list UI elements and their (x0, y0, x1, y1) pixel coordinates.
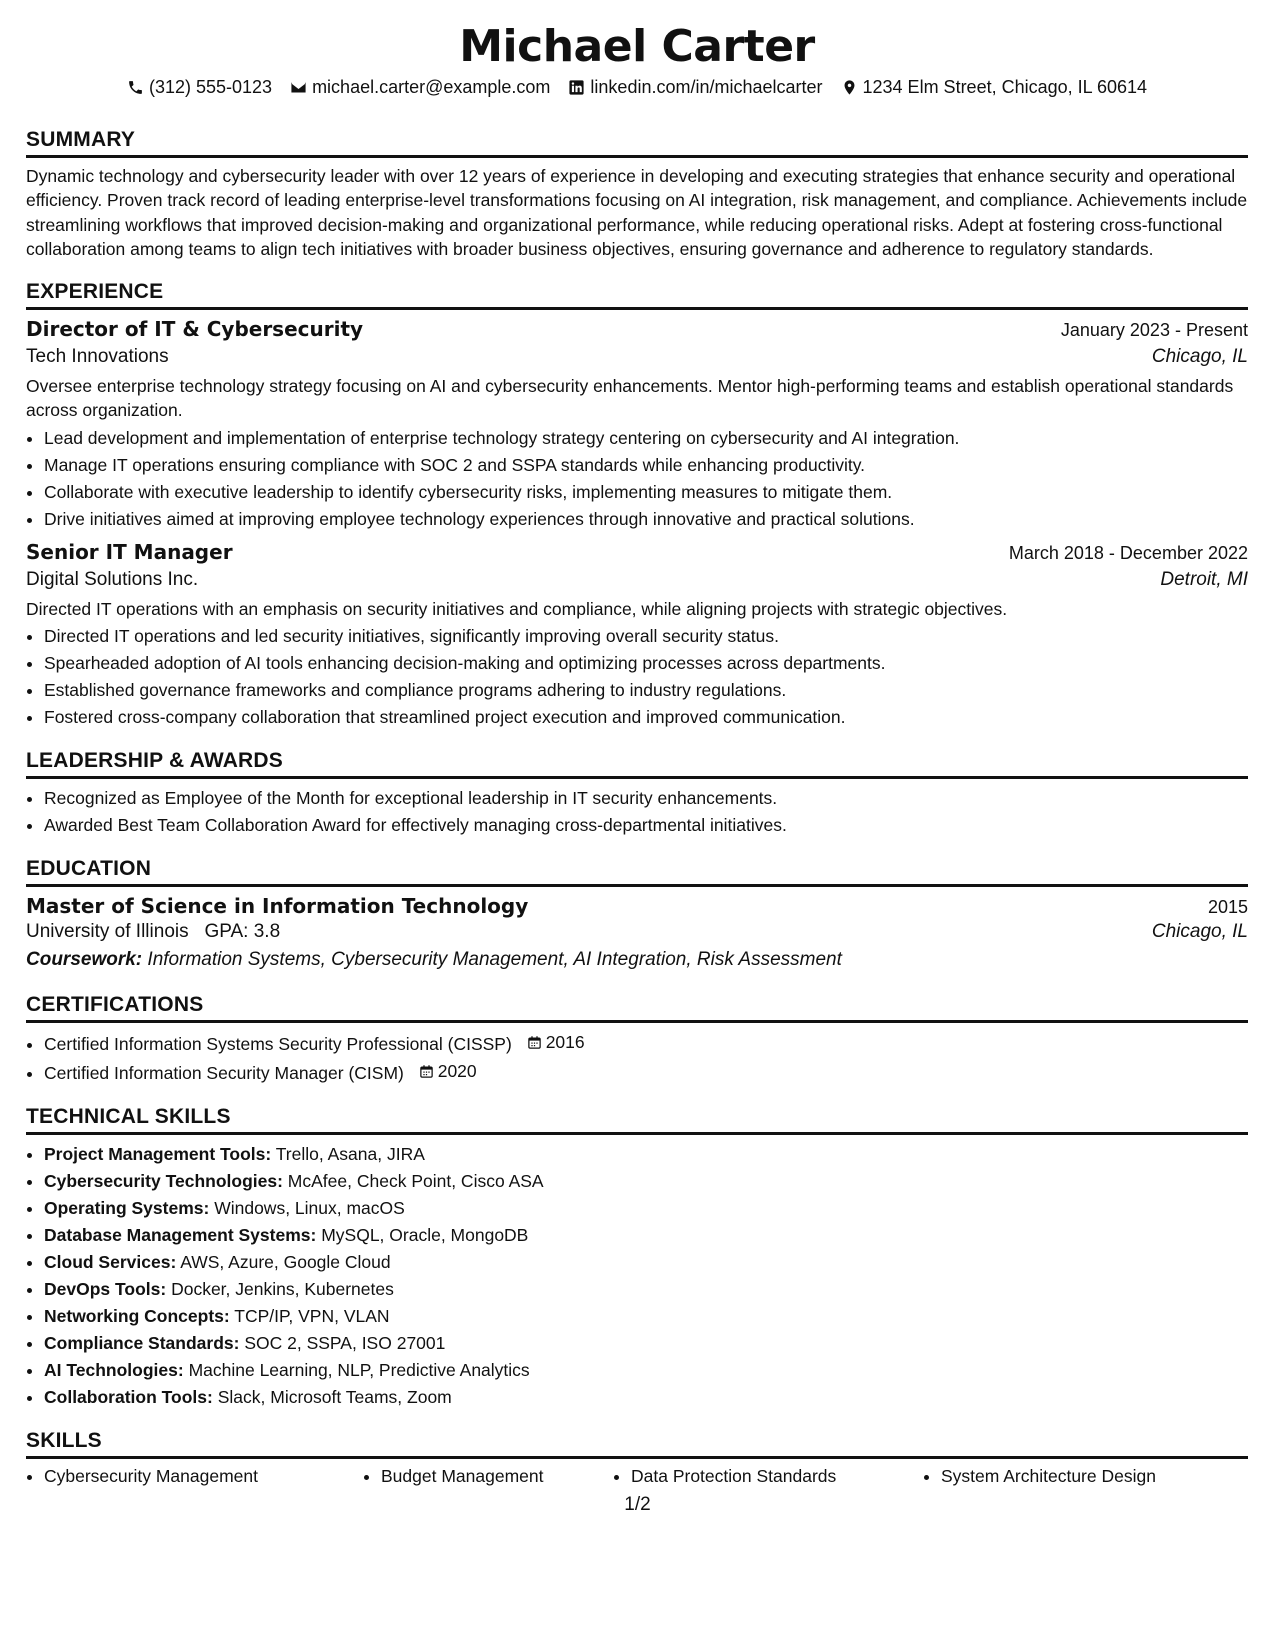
job-bullets (26, 623, 1248, 731)
skill-value: MySQL, Oracle, MongoDB (321, 1225, 529, 1246)
awards-list (26, 785, 1248, 839)
degree-title: Master of Science in Information Technology (26, 894, 529, 919)
job-title: Director of IT & Cybersecurity (26, 316, 364, 341)
cert-name: Certified Information Security Manager (CISM) (44, 1063, 404, 1084)
page-number: 1/2 (624, 1494, 651, 1515)
job-dates: March 2018 - December 2022 (1008, 542, 1248, 563)
list-item (44, 1029, 1248, 1058)
contact-email[interactable] (290, 77, 550, 98)
job-title: Senior IT Manager (26, 539, 233, 564)
list-item: • Manage IT operations ensuring compliance with SOC 2 and SSPA standards while enhancing productivity. (44, 452, 1248, 479)
skill-label: DevOps Tools: (44, 1279, 167, 1300)
list-item: • Cybersecurity Management (44, 1463, 363, 1490)
resume-page (26, 18, 1248, 1490)
list-item (44, 1249, 1248, 1276)
skill-value: Trello, Asana, JIRA (275, 1144, 425, 1165)
skills-grid (26, 1463, 1248, 1490)
list-item (44, 1195, 1248, 1222)
skill-label: Operating Systems: (44, 1198, 210, 1219)
job-location: Chicago, IL (1151, 345, 1248, 367)
linkedin-icon (568, 79, 585, 96)
contact-address (841, 77, 1148, 98)
list-item (44, 1330, 1248, 1357)
graduation-year: 2015 (1207, 897, 1248, 918)
skill-value: Machine Learning, NLP, Predictive Analytics (188, 1360, 530, 1381)
phone-icon (127, 79, 144, 96)
summary-heading: SUMMARY (26, 128, 1248, 158)
technical-skills-list (26, 1141, 1248, 1411)
job-bullets (26, 425, 1248, 533)
phone-text: (312) 555-0123 (148, 76, 273, 97)
coursework-label: Coursework: (26, 949, 143, 971)
cert-date (419, 1058, 477, 1085)
coursework-line (26, 949, 1248, 971)
linkedin-link[interactable]: linkedin.com/in/michaelcarter (590, 76, 823, 97)
skill-label: Project Management Tools: (44, 1144, 272, 1165)
cert-date (527, 1029, 585, 1056)
list-item (44, 1141, 1248, 1168)
list-item (44, 1384, 1248, 1411)
skill-value: TCP/IP, VPN, VLAN (234, 1306, 390, 1327)
skill-value: Docker, Jenkins, Kubernetes (171, 1279, 394, 1300)
job-company: Tech Innovations (26, 345, 169, 367)
skills-heading: SKILLS (26, 1429, 1248, 1459)
candidate-name: Michael Carter (459, 21, 815, 72)
list-item: • Lead development and implementation of enterprise technology strategy centering on cybersecurity and AI integration. (44, 425, 1248, 452)
gpa-text: GPA: 3.8 (204, 921, 281, 943)
list-item (44, 1058, 1248, 1087)
address-text: 1234 Elm Street, Chicago, IL 60614 (862, 76, 1148, 97)
technical-skills-heading: TECHNICAL SKILLS (26, 1105, 1248, 1135)
experience-heading: EXPERIENCE (26, 280, 1248, 310)
skill-value: Slack, Microsoft Teams, Zoom (217, 1387, 452, 1408)
skill-label: Networking Concepts: (44, 1306, 230, 1327)
skill-value: SOC 2, SSPA, ISO 27001 (244, 1333, 446, 1354)
skill-label: Compliance Standards: (44, 1333, 240, 1354)
cert-name: Certified Information Systems Security Professional (CISSP) (44, 1034, 512, 1055)
envelope-icon (290, 79, 307, 96)
list-item: • Data Protection Standards (631, 1463, 923, 1490)
list-item: • System Architecture Design (941, 1463, 1223, 1490)
list-item: • Recognized as Employee of the Month for exceptional leadership in IT security enhancements. (44, 785, 1248, 812)
calendar-icon (527, 1035, 542, 1050)
skill-label: Database Management Systems: (44, 1225, 317, 1246)
skill-label: AI Technologies: (44, 1360, 184, 1381)
certifications-list (26, 1029, 1248, 1087)
list-item (44, 1357, 1248, 1384)
school-location: Chicago, IL (1151, 921, 1248, 943)
certifications-heading: CERTIFICATIONS (26, 993, 1248, 1023)
job-description: Directed IT operations with an emphasis on security initiatives and compliance, while aligning projects with strategic objectives. (26, 598, 1008, 619)
calendar-icon (419, 1064, 434, 1079)
school-name: University of Illinois (26, 921, 189, 943)
list-item: • Collaborate with executive leadership to identify cybersecurity risks, implementing measures to mitigate them. (44, 479, 1248, 506)
job-description: Oversee enterprise technology strategy focusing on AI and cybersecurity enhancements. Mentor high-performing teams and establish operational standards across organization. (26, 375, 1234, 421)
list-item: • Drive initiatives aimed at improving employee technology experiences through innovative and practical solutions. (44, 506, 1248, 533)
list-item (44, 1303, 1248, 1330)
map-pin-icon (841, 79, 858, 96)
list-item: • Budget Management (381, 1463, 613, 1490)
skill-value: Windows, Linux, macOS (214, 1198, 405, 1219)
list-item (44, 1222, 1248, 1249)
contact-bar (26, 77, 1248, 98)
email-link[interactable]: michael.carter@example.com (312, 76, 551, 97)
job-entry (26, 317, 1248, 533)
skill-label: Collaboration Tools: (44, 1387, 213, 1408)
cert-year: 2016 (545, 1032, 585, 1053)
skill-value: McAfee, Check Point, Cisco ASA (287, 1171, 544, 1192)
skill-label: Cloud Services: (44, 1252, 177, 1273)
contact-phone (127, 77, 272, 98)
list-item: • Directed IT operations and led security initiatives, significantly improving overall security status. (44, 623, 1248, 650)
list-item: • Established governance frameworks and compliance programs adhering to industry regulations. (44, 677, 1248, 704)
list-item: • Spearheaded adoption of AI tools enhancing decision-making and optimizing processes across departments. (44, 650, 1248, 677)
contact-linkedin[interactable] (568, 77, 822, 98)
list-item (44, 1276, 1248, 1303)
summary-text: Dynamic technology and cybersecurity leader with over 12 years of experience in developing and executing strategies that enhance security and operational efficiency. Proven track record of leading enterprise-level transformations focusing on AI integration, risk management, and compliance. Achievements include streamlining workflows that improved decision-making and organizational performance, while reducing operational risks. Adept at fostering cross-functional collaboration among teams to align tech initiatives with broader business objectives, ensuring governance and adherence to regulatory standards. (26, 165, 1248, 260)
skill-value: AWS, Azure, Google Cloud (180, 1252, 391, 1273)
education-heading: EDUCATION (26, 857, 1248, 887)
coursework-text: Information Systems, Cybersecurity Management, AI Integration, Risk Assessment (147, 949, 842, 971)
job-company: Digital Solutions Inc. (26, 568, 199, 590)
list-item (44, 1168, 1248, 1195)
skill-label: Cybersecurity Technologies: (44, 1171, 283, 1192)
list-item: • Awarded Best Team Collaboration Award for effectively managing cross-departmental initiatives. (44, 812, 1248, 839)
job-location: Detroit, MI (1160, 568, 1248, 590)
job-dates: January 2023 - Present (1060, 319, 1248, 340)
cert-year: 2020 (437, 1061, 477, 1082)
school-line (26, 921, 280, 943)
job-entry (26, 540, 1248, 732)
awards-heading: LEADERSHIP & AWARDS (26, 749, 1248, 779)
list-item: • Fostered cross-company collaboration that streamlined project execution and improved communication. (44, 704, 1248, 731)
